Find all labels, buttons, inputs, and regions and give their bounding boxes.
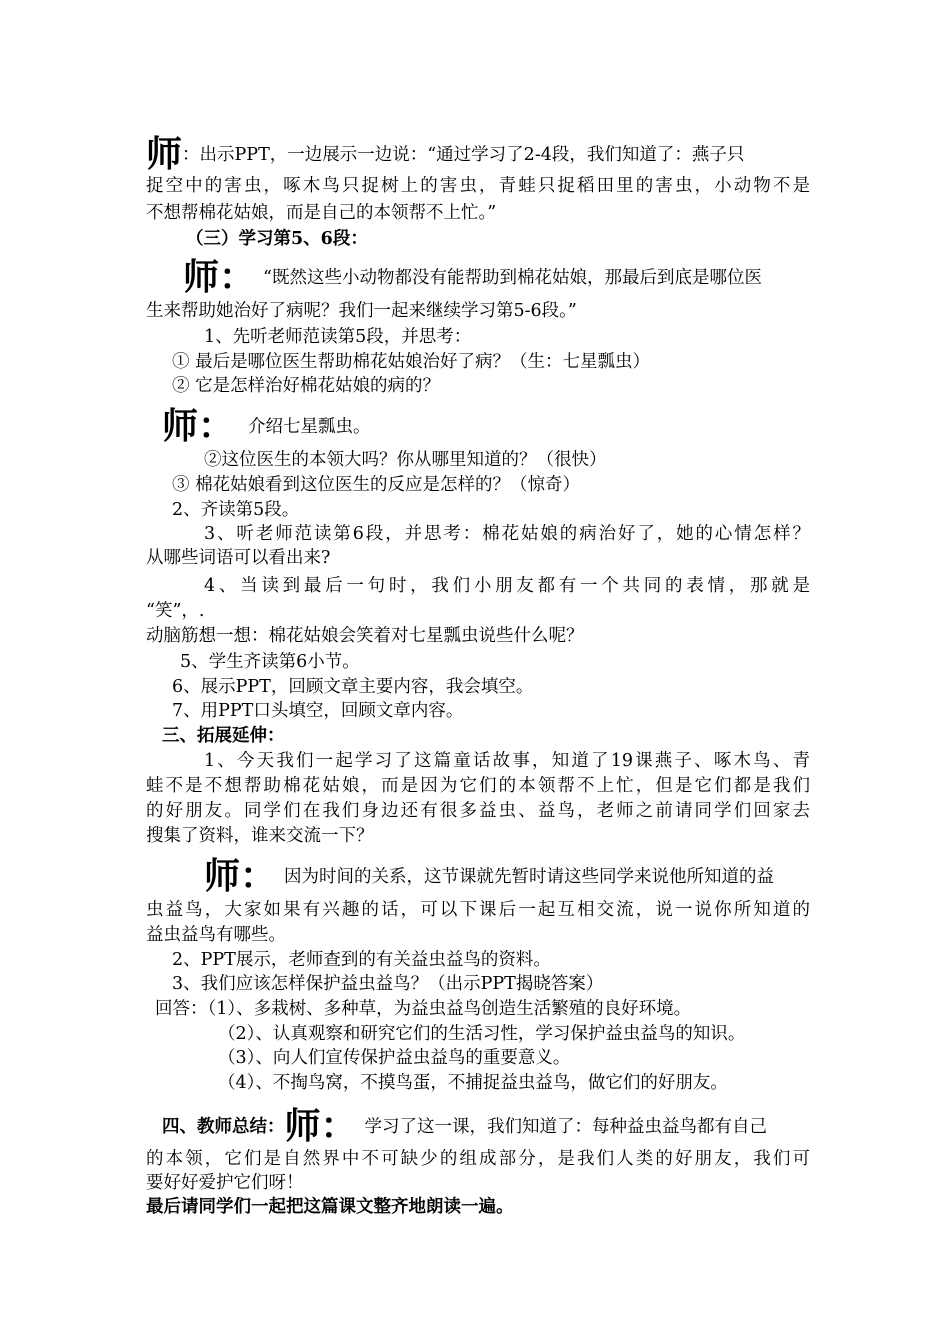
question-line: ① 最后是哪位医生帮助棉花姑娘治好了病？（生：七星瓢虫） — [172, 352, 651, 372]
question-line: ② 它是怎样治好棉花姑娘的病的？ — [172, 376, 441, 396]
paragraph-line: 5、学生齐读第6小节。 — [180, 652, 360, 672]
question-line: ②这位医生的本领大吗？你从哪里知道的？（很快） — [204, 450, 607, 470]
paragraph-line: “笑”，. — [146, 601, 205, 621]
paragraph-line: 从哪些词语可以看出来? — [146, 548, 331, 568]
section-heading: 四、教师总结： — [162, 1117, 285, 1137]
paragraph-line: 不想帮棉花姑娘，而是自己的本领帮不上忙。” — [146, 203, 497, 223]
answer-line: （3）、向人们宣传保护益虫益鸟的重要意义。 — [218, 1048, 571, 1068]
paragraph-line: 3、听老师范读第6段，并思考：棉花姑娘的病治好了，她的心情怎样？ — [204, 524, 810, 544]
paragraph-line: 要好好爱护它们呀！ — [146, 1173, 304, 1193]
paragraph-line: 2、PPT展示，老师查到的有关益虫益鸟的资料。 — [172, 950, 551, 970]
section-heading: 三、拓展延伸： — [162, 726, 285, 746]
question-line: ③ 棉花姑娘看到这位医生的反应是怎样的？（惊奇） — [172, 475, 581, 495]
paragraph-line: 捉空中的害虫，啄木鸟只捉树上的害虫，青蛙只捉稻田里的害虫，小动物不是 — [146, 176, 810, 196]
paragraph-line: 1、今天我们一起学习了这篇童话故事，知道了19课燕子、啄木鸟、青 — [204, 751, 810, 771]
teacher-label: 师 — [146, 133, 183, 175]
paragraph-line: 动脑筋想一想：棉花姑娘会笑着对七星瓢虫说些什么呢？ — [146, 626, 584, 646]
line-text: 因为时间的关系，这节课就先暂时请这些同学来说他所知道的益 — [284, 867, 775, 887]
answer-line: 回答：（1）、多栽树、多种草，为益虫益鸟创造生活繁殖的良好环境。 — [155, 999, 692, 1019]
paragraph-line: 益虫益鸟有哪些。 — [146, 925, 286, 945]
paragraph-line — [183, 256, 810, 298]
paragraph-line: 的本领，它们是自然界中不可缺少的组成部分，是我们人类的好朋友，我们可 — [146, 1149, 810, 1169]
teacher-label: 师： — [162, 405, 235, 447]
paragraph-line: 的好朋友。同学们在我们身边还有很多益虫、益鸟，老师之前请同学们回家去 — [146, 801, 810, 821]
line-text: ：出示PPT，一边展示一边说：“通过学习了2-4段，我们知道了：燕子只 — [182, 145, 745, 165]
teacher-label: 师： — [284, 1105, 357, 1147]
paragraph-line: 生来帮助她治好了病呢？我们一起来继续学习第5-6段。” — [146, 301, 577, 321]
paragraph-line: 4、当读到最后一句时，我们小朋友都有一个共同的表情，那就是 — [204, 576, 810, 596]
paragraph-line — [204, 855, 810, 897]
teacher-label: 师： — [204, 855, 277, 897]
closing-line: 最后请同学们一起把这篇课文整齐地朗读一遍。 — [146, 1197, 514, 1217]
paragraph-line — [146, 133, 810, 175]
line-text: 介绍七星瓢虫。 — [248, 417, 371, 437]
answer-line: （2）、认真观察和研究它们的生活习性，学习保护益虫益鸟的知识。 — [218, 1024, 746, 1044]
paragraph-line: 搜集了资料，谁来交流一下？ — [146, 826, 374, 846]
paragraph-line: 蛙不是不想帮助棉花姑娘，而是因为它们的本领帮不上忙，但是它们都是我们 — [146, 776, 810, 796]
paragraph-line: 6、展示PPT，回顾文章主要内容，我会填空。 — [172, 677, 534, 697]
line-text: 学习了这一课，我们知道了：每种益虫益鸟都有自己 — [364, 1117, 768, 1137]
answer-line: （4）、不掏鸟窝，不摸鸟蛋，不捕捉益虫益鸟，做它们的好朋友。 — [218, 1073, 728, 1093]
paragraph-line: 1、先听老师范读第5段，并思考： — [204, 327, 472, 347]
teacher-label: 师： — [183, 256, 256, 298]
paragraph-line: 虫益鸟，大家如果有兴趣的话，可以下课后一起互相交流，说一说你所知道的 — [146, 900, 810, 920]
paragraph-line: 2、齐读第5段。 — [172, 500, 300, 520]
paragraph-line — [162, 1105, 810, 1147]
paragraph-line: 3、我们应该怎样保护益虫益鸟？（出示PPT揭晓答案） — [172, 974, 604, 994]
paragraph-line — [162, 405, 826, 447]
line-text: “既然这些小动物都没有能帮助到棉花姑娘，那最后到底是哪位医 — [263, 268, 762, 288]
section-heading: （三）学习第5、6段： — [186, 229, 368, 249]
paragraph-line: 7、用PPT口头填空，回顾文章内容。 — [172, 701, 464, 721]
